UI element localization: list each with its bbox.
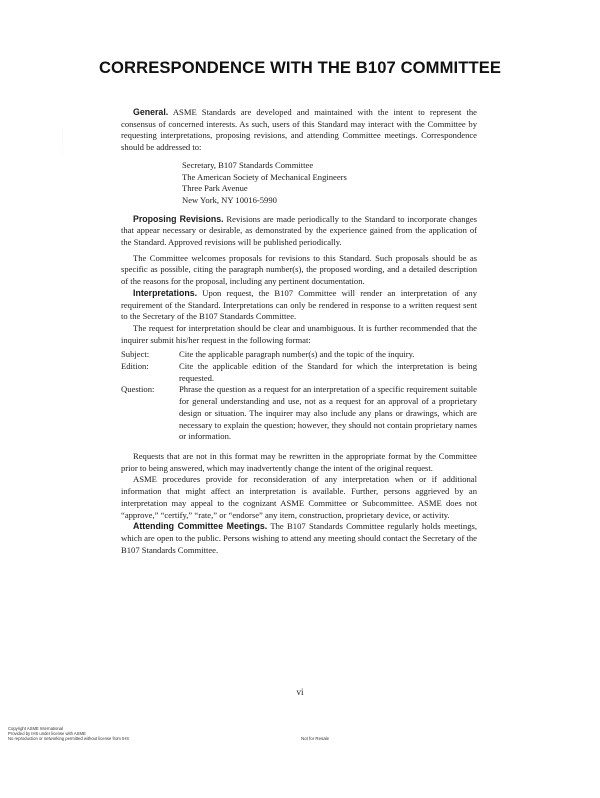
footer-line: Copyright ASME International <box>8 726 63 731</box>
general-text: ASME Standards are developed and maintained with the intent to represent the consensus of concerned interests. As such, users of this Standard may interact with the Committee by requesting interpretations, proposing revisions, and attending Committee meetings. Correspondence should be addressed to: <box>121 107 477 153</box>
interpretations-paragraph-2: The request for interpretation should be clear and unambiguous. It is further recommended that the inquirer submit his/her request in the following format: <box>121 322 477 345</box>
request-format-list <box>121 349 477 443</box>
page-number: vi <box>296 687 304 697</box>
interpretations-heading: Interpretations. <box>133 287 198 298</box>
footer-line: Provided by IHS under license with ASME <box>8 731 86 737</box>
proposing-paragraph <box>121 214 477 249</box>
document-body <box>121 107 477 556</box>
general-heading: General. <box>133 107 169 117</box>
format-row <box>121 349 477 361</box>
copyright-footer <box>8 726 129 742</box>
footer-line: No reproduction or networking permitted without license from IHS <box>8 736 130 742</box>
format-row <box>121 361 477 384</box>
proposing-text: Revisions are made periodically to the Standard to incorporate changes that appear necessary or desirable, as demonstrated by the experience gained from the application of the Standard. Approved revisions will be published periodically. <box>121 213 477 248</box>
meetings-heading: Attending Committee Meetings. <box>133 521 268 532</box>
proposing-heading: Proposing Revisions. <box>133 213 224 224</box>
interpretations-paragraph-4: ASME procedures provide for reconsideration of any interpretation when or if additional information that might affect an interpretation is available. Further, persons aggrieved by an interpretation may appeal to the cognizant ASME Committee or Subcommittee. ASME does not “approve,” “certify,” “rate,” or “endorse” any item, construction, proprietary device, or activity. <box>121 474 477 520</box>
format-row <box>121 384 477 443</box>
format-text: Cite the applicable edition of the Standard for which the interpretation is being requested. <box>179 361 477 383</box>
mailing-address <box>182 160 477 207</box>
address-line: New York, NY 10016-5990 <box>182 194 277 205</box>
format-text: Cite the applicable paragraph number(s) and the topic of the inquiry. <box>179 349 415 360</box>
page-title: CORRESPONDENCE WITH THE B107 COMMITTEE <box>98 58 502 77</box>
meetings-paragraph <box>121 521 477 556</box>
address-line: Three Park Avenue <box>182 183 248 194</box>
format-label: Edition: <box>121 361 149 372</box>
address-line: Secretary, B107 Standards Committee <box>182 159 314 170</box>
general-paragraph <box>121 107 477 154</box>
interpretations-paragraph-3: Requests that are not in this format may be rewritten in the appropriate format by the Committee prior to being answered, which may inadvertently change the intent of the original request. <box>121 450 477 473</box>
format-label: Subject: <box>121 349 150 360</box>
proposing-paragraph-2: The Committee welcomes proposals for revisions to this Standard. Such proposals should be as specific as possible, citing the paragraph number(s), the proposed wording, and a detailed description of the reasons for the proposal, including any pertinent documentation. <box>121 252 477 287</box>
format-text: Phrase the question as a request for an interpretation of a specific requirement suitable for general understanding and use, not as a request for an approval of a proprietary design or situation. The inquirer may also include any plans or drawings, which are necessary to explain the question; however, they should not contain proprietary names or information. <box>179 384 477 442</box>
format-label: Question: <box>121 384 155 395</box>
margin-stamp: · · · · · · · · · · · · <box>61 128 65 153</box>
interpretations-text: Upon request, the B107 Committee will render an interpretation of any requirement of the Standard. Interpretations can only be rendered in response to a written request sent to the Secretary of the B107 Standards Committee. <box>121 287 477 322</box>
interpretations-paragraph <box>121 288 477 323</box>
meetings-text: The B107 Standards Committee regularly holds meetings, which are open to the public. Persons wishing to attend any meeting should contact the Secretary of the B107 Standards Committee. <box>121 521 477 555</box>
resale-notice: Not for Resale <box>301 736 330 741</box>
address-line: The American Society of Mechanical Engineers <box>182 171 347 182</box>
